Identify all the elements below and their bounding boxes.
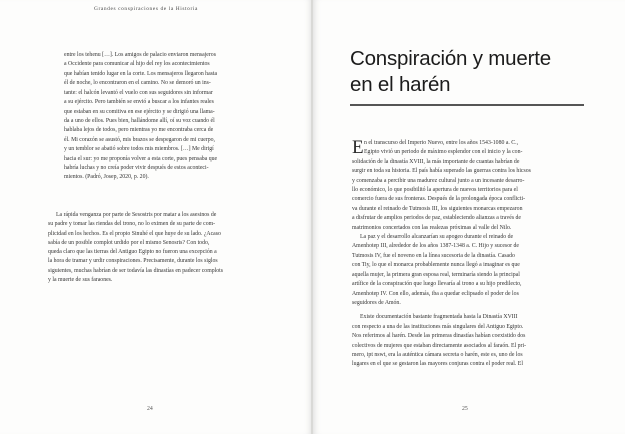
body-line: artífice de la conspiración que luego llevaría al trono a su hijo predilecto, (352, 281, 522, 288)
body-line: solidación de la dinastía XVIII, la más importante de cuantas habrían de (352, 158, 520, 165)
quote-line: entre los tehenu […]. Los amigos de palacio enviaron mensajeros (64, 52, 216, 58)
quote-line: que estaban en su comitiva en ese ejército y se dirigió una llama- (64, 108, 215, 115)
body-line: sabía de un posible complot urdido por el mismo Senosris? Con todo, (48, 239, 210, 246)
left-page (0, 0, 312, 434)
body-line: Amenhotep III, alrededor de los años 1387-1348 a. C. Hijo y sucesor de (352, 243, 519, 250)
page-number: 24 (147, 406, 153, 412)
body-line: La rápida venganza por parte de Sesostris por matar a los asesinos de (56, 212, 217, 218)
body-line: llo económico, lo que posibilitó la apertura de nuevos territorios para el (352, 187, 518, 194)
body-line: con Tiy, lo que el monarca probablemente nunca llegó a imaginar es que (352, 262, 520, 269)
running-header: Grandes conspiraciones de la Historia (94, 6, 198, 12)
chapter-title-line: Conspiración y muerte (350, 47, 551, 70)
body-line: mero, ipt nswt, era la auténtica cámara secreta o harén, este es, uno de los (352, 351, 523, 358)
body-line: colectivos de mujeres que estaban directamente asociados al faraón. El pri- (352, 342, 526, 349)
body-line: Egipto vivió un periodo de máximo esplendor con el inicio y la con- (364, 149, 523, 156)
page-number: 25 (462, 406, 468, 412)
quote-line: él de noche, lo encontraron en el camino. No se demoró un ins- (64, 80, 211, 87)
body-line: comercio fuera de sus fronteras. Después de la prolongada época conflicti- (352, 196, 526, 203)
quote-line: mientos. (Padró, Josep, 2020, p. 20). (64, 174, 149, 181)
quote-line: hacia el sur: yo me proponía volver a esta corte, pues pensaba que (64, 155, 218, 162)
chapter-body (352, 139, 584, 370)
quote-line: que habían tenido lugar en la corte. Los mensajeros llegaron hasta (64, 70, 218, 77)
body-line: a disfrutar de amplios periodos de paz, estableciendo alianzas a través de (352, 215, 522, 222)
quote-line: a su ejército. Pero también se envió a buscar a los infantes reales (64, 99, 214, 106)
body-line: surgir en toda su historia. El país había superado las guerras contra los hicsos (352, 168, 531, 175)
body-line: Nos referimos al harén. Desde las primeras dinastías habían coexistido dos (352, 333, 526, 340)
quote-line: a Occidente para comunicar al hijo del rey los acontecimientos (64, 61, 210, 68)
quote-line: tante: el halcón levantó el vuelo con sus seguidores sin informar (64, 89, 213, 96)
body-line: seguidores de Amón. (352, 299, 401, 306)
quote-line: hablaba lejos de todos, pero mientras yo me encontraba cerca de (64, 127, 214, 134)
quote-line: él. Mi corazón se asustó, mis brazos se despegaron de mi cuerpo, (64, 136, 215, 143)
quote-line: habría luchas y no creía poder vivir después de estos aconteci- (64, 165, 209, 172)
body-line: Existe documentación bastante fragmentada hasta la Dinastía XVIII (360, 314, 518, 321)
drop-cap: E (352, 137, 364, 158)
body-line: la hora de tramar y urdir conspiraciones. Precisamente, durante los siglos (48, 258, 218, 265)
body-line: y la muerte de sus faraones. (48, 277, 113, 284)
body-line: matrimonios concertados con las realezas próximas al valle del Nilo. (352, 224, 512, 231)
body-paragraph (48, 211, 286, 285)
body-line: va durante el reinado de Tutmosis III, los siguientes monarcas empezaron (352, 205, 523, 212)
quote-line: y un temblor se abatió sobre todos mis miembros. […] Me dirigí (64, 146, 214, 153)
quote-line: da a uno de ellos. Pues bien, hallándome allí, oí su voz cuando él (64, 117, 215, 124)
body-line: siguientes, muchas habrían de ser todavía las dinastías en padecer complots (48, 267, 223, 274)
body-line: aquella mujer, la primera gran esposa real, terminaría siendo la principal (352, 271, 520, 278)
chapter-title (350, 46, 551, 98)
body-line: Amenhotep IV. Con ello, además, iba a quedar eclipsado el poder de los (352, 290, 519, 297)
body-line: y comenzaba a percibir una madurez cultural junto a un incesante desarro- (352, 177, 525, 184)
body-line: su padre y tomar las riendas del trono, no lo eximen de su parte de com- (48, 221, 216, 228)
body-line: plicidad en los hechos. Es el propio Sinuhé el que huye de su lado. ¿Acaso (48, 230, 221, 237)
body-line: Tutmosis IV, fue el noveno en la línea sucesoria de la dinastía. Casado (352, 252, 515, 259)
body-line: n el transcurso del Imperio Nuevo, entre los años 1543-1080 a. C., (364, 140, 519, 146)
body-line: lugares en el que se gestaron las mayores conjuras contra el poder real. El (352, 361, 523, 368)
chapter-title-line: en el harén (350, 73, 451, 96)
body-line: La paz y el desarrollo alcanzarían su apogeo durante el reinado de (360, 234, 514, 241)
body-line: con respecto a una de las instituciones más singulares del Antiguo Egipto. (352, 323, 524, 330)
body-line: queda claro que las tierras del Antiguo Egipto no fueron una excepción a (48, 249, 217, 256)
block-quote (64, 51, 272, 183)
title-rule (350, 104, 584, 106)
